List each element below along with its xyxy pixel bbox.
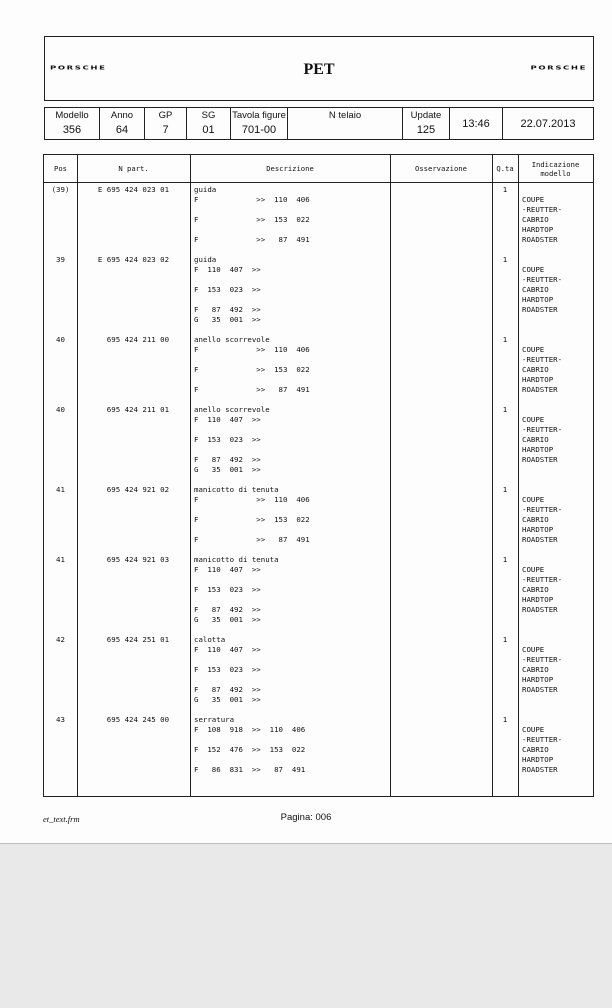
- row-model: ROADSTER: [522, 385, 558, 394]
- row-description: [194, 335, 310, 394]
- row-description-line: F 87 492 >>: [194, 685, 261, 694]
- row-description-line: F 153 023 >>: [194, 665, 261, 674]
- row-description-title: manicotto di tenuta: [194, 555, 279, 564]
- row-description-line: F 87 492 >>: [194, 305, 261, 314]
- row-description-title: calotta: [194, 635, 226, 644]
- row-pos: 39: [56, 255, 65, 264]
- row-quantity: 1: [502, 485, 508, 494]
- col-header-model: Indicazione modello: [531, 159, 580, 178]
- row-quantity: 1: [502, 335, 508, 344]
- row-description-line: F 86 831 >> 87 491: [194, 765, 306, 774]
- row-model-list: [522, 725, 562, 775]
- anno-value: 64: [115, 124, 129, 136]
- row-part-number: 695 424 211 00: [97, 335, 170, 344]
- row-description-line: G 35 001 >>: [194, 615, 261, 624]
- row-description-line: F >> 87 491: [194, 535, 310, 544]
- time-cell: [450, 108, 503, 139]
- row-model-list: [522, 495, 562, 545]
- page-title: PET: [303, 61, 335, 78]
- row-description-line: F 110 407 >>: [194, 265, 261, 274]
- source-filename: et_text.frm: [43, 814, 80, 824]
- column-divider: [77, 155, 78, 796]
- row-description-line: F 110 407 >>: [194, 645, 261, 654]
- row-description-line: F >> 153 022: [194, 215, 310, 224]
- row-model: HARDTOP: [522, 375, 554, 384]
- row-pos: 40: [56, 405, 65, 414]
- row-description: [194, 635, 261, 704]
- page-number: Pagina: 006: [280, 812, 332, 823]
- row-model: ROADSTER: [522, 305, 558, 314]
- row-model: COUPE: [522, 195, 545, 204]
- row-model: HARDTOP: [522, 755, 554, 764]
- column-divider: [492, 155, 493, 796]
- row-model-list: [522, 345, 562, 395]
- telaio-cell: [288, 108, 403, 139]
- row-model: CABRIO: [522, 515, 549, 524]
- col-header-desc: Descrizione: [266, 164, 314, 173]
- row-model: CABRIO: [522, 365, 549, 374]
- row-description-line: F 110 407 >>: [194, 415, 261, 424]
- row-model: COUPE: [522, 645, 545, 654]
- row-model: CABRIO: [522, 745, 549, 754]
- row-description-line: G 35 001 >>: [194, 315, 261, 324]
- row-description-line: F 87 492 >>: [194, 605, 261, 614]
- row-model: HARDTOP: [522, 295, 554, 304]
- row-description-title: guida: [194, 185, 217, 194]
- column-divider: [390, 155, 391, 796]
- row-model: HARDTOP: [522, 675, 554, 684]
- row-description-line: F 110 407 >>: [194, 565, 261, 574]
- row-model-list: [522, 645, 562, 695]
- col-header-pos: Pos: [54, 164, 67, 173]
- time-value: 13:46: [462, 118, 490, 130]
- row-model: ROADSTER: [522, 605, 558, 614]
- sg-cell: [187, 108, 231, 139]
- col-header-obs: Osservazione: [415, 164, 467, 173]
- tavola-value: 701-00: [241, 124, 277, 136]
- row-model: CABRIO: [522, 665, 549, 674]
- row-model: COUPE: [522, 265, 545, 274]
- row-quantity: 1: [502, 555, 508, 564]
- row-description-line: F >> 110 406: [194, 345, 310, 354]
- row-pos: 43: [56, 715, 65, 724]
- row-part-number: 695 424 921 02: [97, 485, 170, 494]
- row-description-title: guida: [194, 255, 217, 264]
- row-model: -REUTTER-: [522, 205, 563, 214]
- telaio-label: N telaio: [328, 110, 362, 121]
- row-pos: 40: [56, 335, 65, 344]
- modello-cell: [45, 108, 100, 139]
- row-model: HARDTOP: [522, 225, 554, 234]
- row-description-title: manicotto di tenuta: [194, 485, 279, 494]
- row-model: ROADSTER: [522, 235, 558, 244]
- row-description-line: F >> 110 406: [194, 495, 310, 504]
- parts-table: [43, 154, 594, 797]
- column-divider: [518, 155, 519, 796]
- row-description-line: F 153 023 >>: [194, 285, 261, 294]
- row-model: HARDTOP: [522, 445, 554, 454]
- row-model-list: [522, 265, 562, 315]
- row-model: HARDTOP: [522, 595, 554, 604]
- row-description-line: F >> 153 022: [194, 365, 310, 374]
- row-model: COUPE: [522, 345, 545, 354]
- row-model: -REUTTER-: [522, 505, 563, 514]
- row-quantity: 1: [502, 255, 508, 264]
- row-quantity: 1: [502, 635, 508, 644]
- update-cell: [403, 108, 450, 139]
- brand-logo-right: PORSCHE: [530, 65, 587, 72]
- row-pos: (39): [51, 185, 70, 194]
- row-model: CABRIO: [522, 215, 549, 224]
- row-pos: 41: [56, 485, 65, 494]
- date-cell: [503, 108, 593, 139]
- anno-label: Anno: [110, 110, 134, 121]
- row-description-title: anello scorrevole: [194, 335, 270, 344]
- row-model-list: [522, 415, 562, 465]
- row-model: ROADSTER: [522, 765, 558, 774]
- row-description-line: F >> 110 406: [194, 195, 310, 204]
- header-box: [44, 36, 594, 101]
- gp-value: 7: [162, 124, 169, 136]
- info-bar: [44, 107, 594, 140]
- row-model: -REUTTER-: [522, 425, 563, 434]
- update-label: Update: [410, 110, 442, 121]
- row-model: CABRIO: [522, 585, 549, 594]
- row-description: [194, 485, 310, 544]
- row-part-number: 695 424 211 01: [97, 405, 170, 414]
- table-header: [44, 155, 593, 183]
- row-description-title: serratura: [194, 715, 235, 724]
- row-quantity: 1: [502, 405, 508, 414]
- row-description-title: anello scorrevole: [194, 405, 270, 414]
- row-part-number: E 695 424 023 01: [97, 185, 170, 194]
- row-description: [194, 405, 270, 474]
- row-model: COUPE: [522, 565, 545, 574]
- modello-value: 356: [62, 124, 82, 136]
- row-description-line: F >> 87 491: [194, 385, 310, 394]
- tavola-cell: [231, 108, 288, 139]
- row-description-line: G 35 001 >>: [194, 695, 261, 704]
- row-quantity: 1: [502, 185, 508, 194]
- row-model: COUPE: [522, 415, 545, 424]
- row-quantity: 1: [502, 715, 508, 724]
- row-description-line: F 108 918 >> 110 406: [194, 725, 306, 734]
- row-model: CABRIO: [522, 285, 549, 294]
- row-model: ROADSTER: [522, 685, 558, 694]
- row-part-number: 695 424 921 03: [97, 555, 170, 564]
- row-model: HARDTOP: [522, 525, 554, 534]
- row-description-line: F 152 476 >> 153 022: [194, 745, 306, 754]
- row-model: -REUTTER-: [522, 355, 563, 364]
- row-pos: 42: [56, 635, 65, 644]
- row-model: -REUTTER-: [522, 575, 563, 584]
- row-description-line: F 153 023 >>: [194, 435, 261, 444]
- row-model: -REUTTER-: [522, 275, 563, 284]
- row-description: [194, 255, 261, 324]
- gp-label: GP: [158, 110, 173, 121]
- row-model: COUPE: [522, 725, 545, 734]
- sg-label: SG: [201, 110, 216, 121]
- row-part-number: E 695 424 023 02: [97, 255, 170, 264]
- row-description-line: F 153 023 >>: [194, 585, 261, 594]
- tavola-label: Tavola figure: [232, 110, 286, 121]
- row-model: ROADSTER: [522, 455, 558, 464]
- row-part-number: 695 424 245 00: [97, 715, 170, 724]
- brand-logo-left: PORSCHE: [50, 65, 107, 72]
- row-model: COUPE: [522, 495, 545, 504]
- row-description-line: F >> 87 491: [194, 235, 310, 244]
- date-value: 22.07.2013: [520, 118, 576, 130]
- row-description: [194, 555, 279, 624]
- modello-label: Modello: [55, 110, 89, 121]
- col-header-part: N part.: [118, 164, 149, 173]
- row-model: CABRIO: [522, 435, 549, 444]
- anno-cell: [100, 108, 145, 139]
- sg-value: 01: [202, 124, 215, 136]
- row-model: ROADSTER: [522, 535, 558, 544]
- row-model-list: [522, 195, 562, 245]
- row-model: -REUTTER-: [522, 735, 563, 744]
- gp-cell: [145, 108, 187, 139]
- row-pos: 41: [56, 555, 65, 564]
- row-description: [194, 185, 310, 244]
- row-description-line: F 87 492 >>: [194, 455, 261, 464]
- column-divider: [190, 155, 191, 796]
- update-value: 125: [416, 124, 436, 136]
- row-model: -REUTTER-: [522, 655, 563, 664]
- row-description-line: G 35 001 >>: [194, 465, 261, 474]
- row-description-line: F >> 153 022: [194, 515, 310, 524]
- row-part-number: 695 424 251 01: [97, 635, 170, 644]
- col-header-qty: Q.ta: [496, 164, 514, 173]
- row-description: [194, 715, 306, 774]
- row-model-list: [522, 565, 562, 615]
